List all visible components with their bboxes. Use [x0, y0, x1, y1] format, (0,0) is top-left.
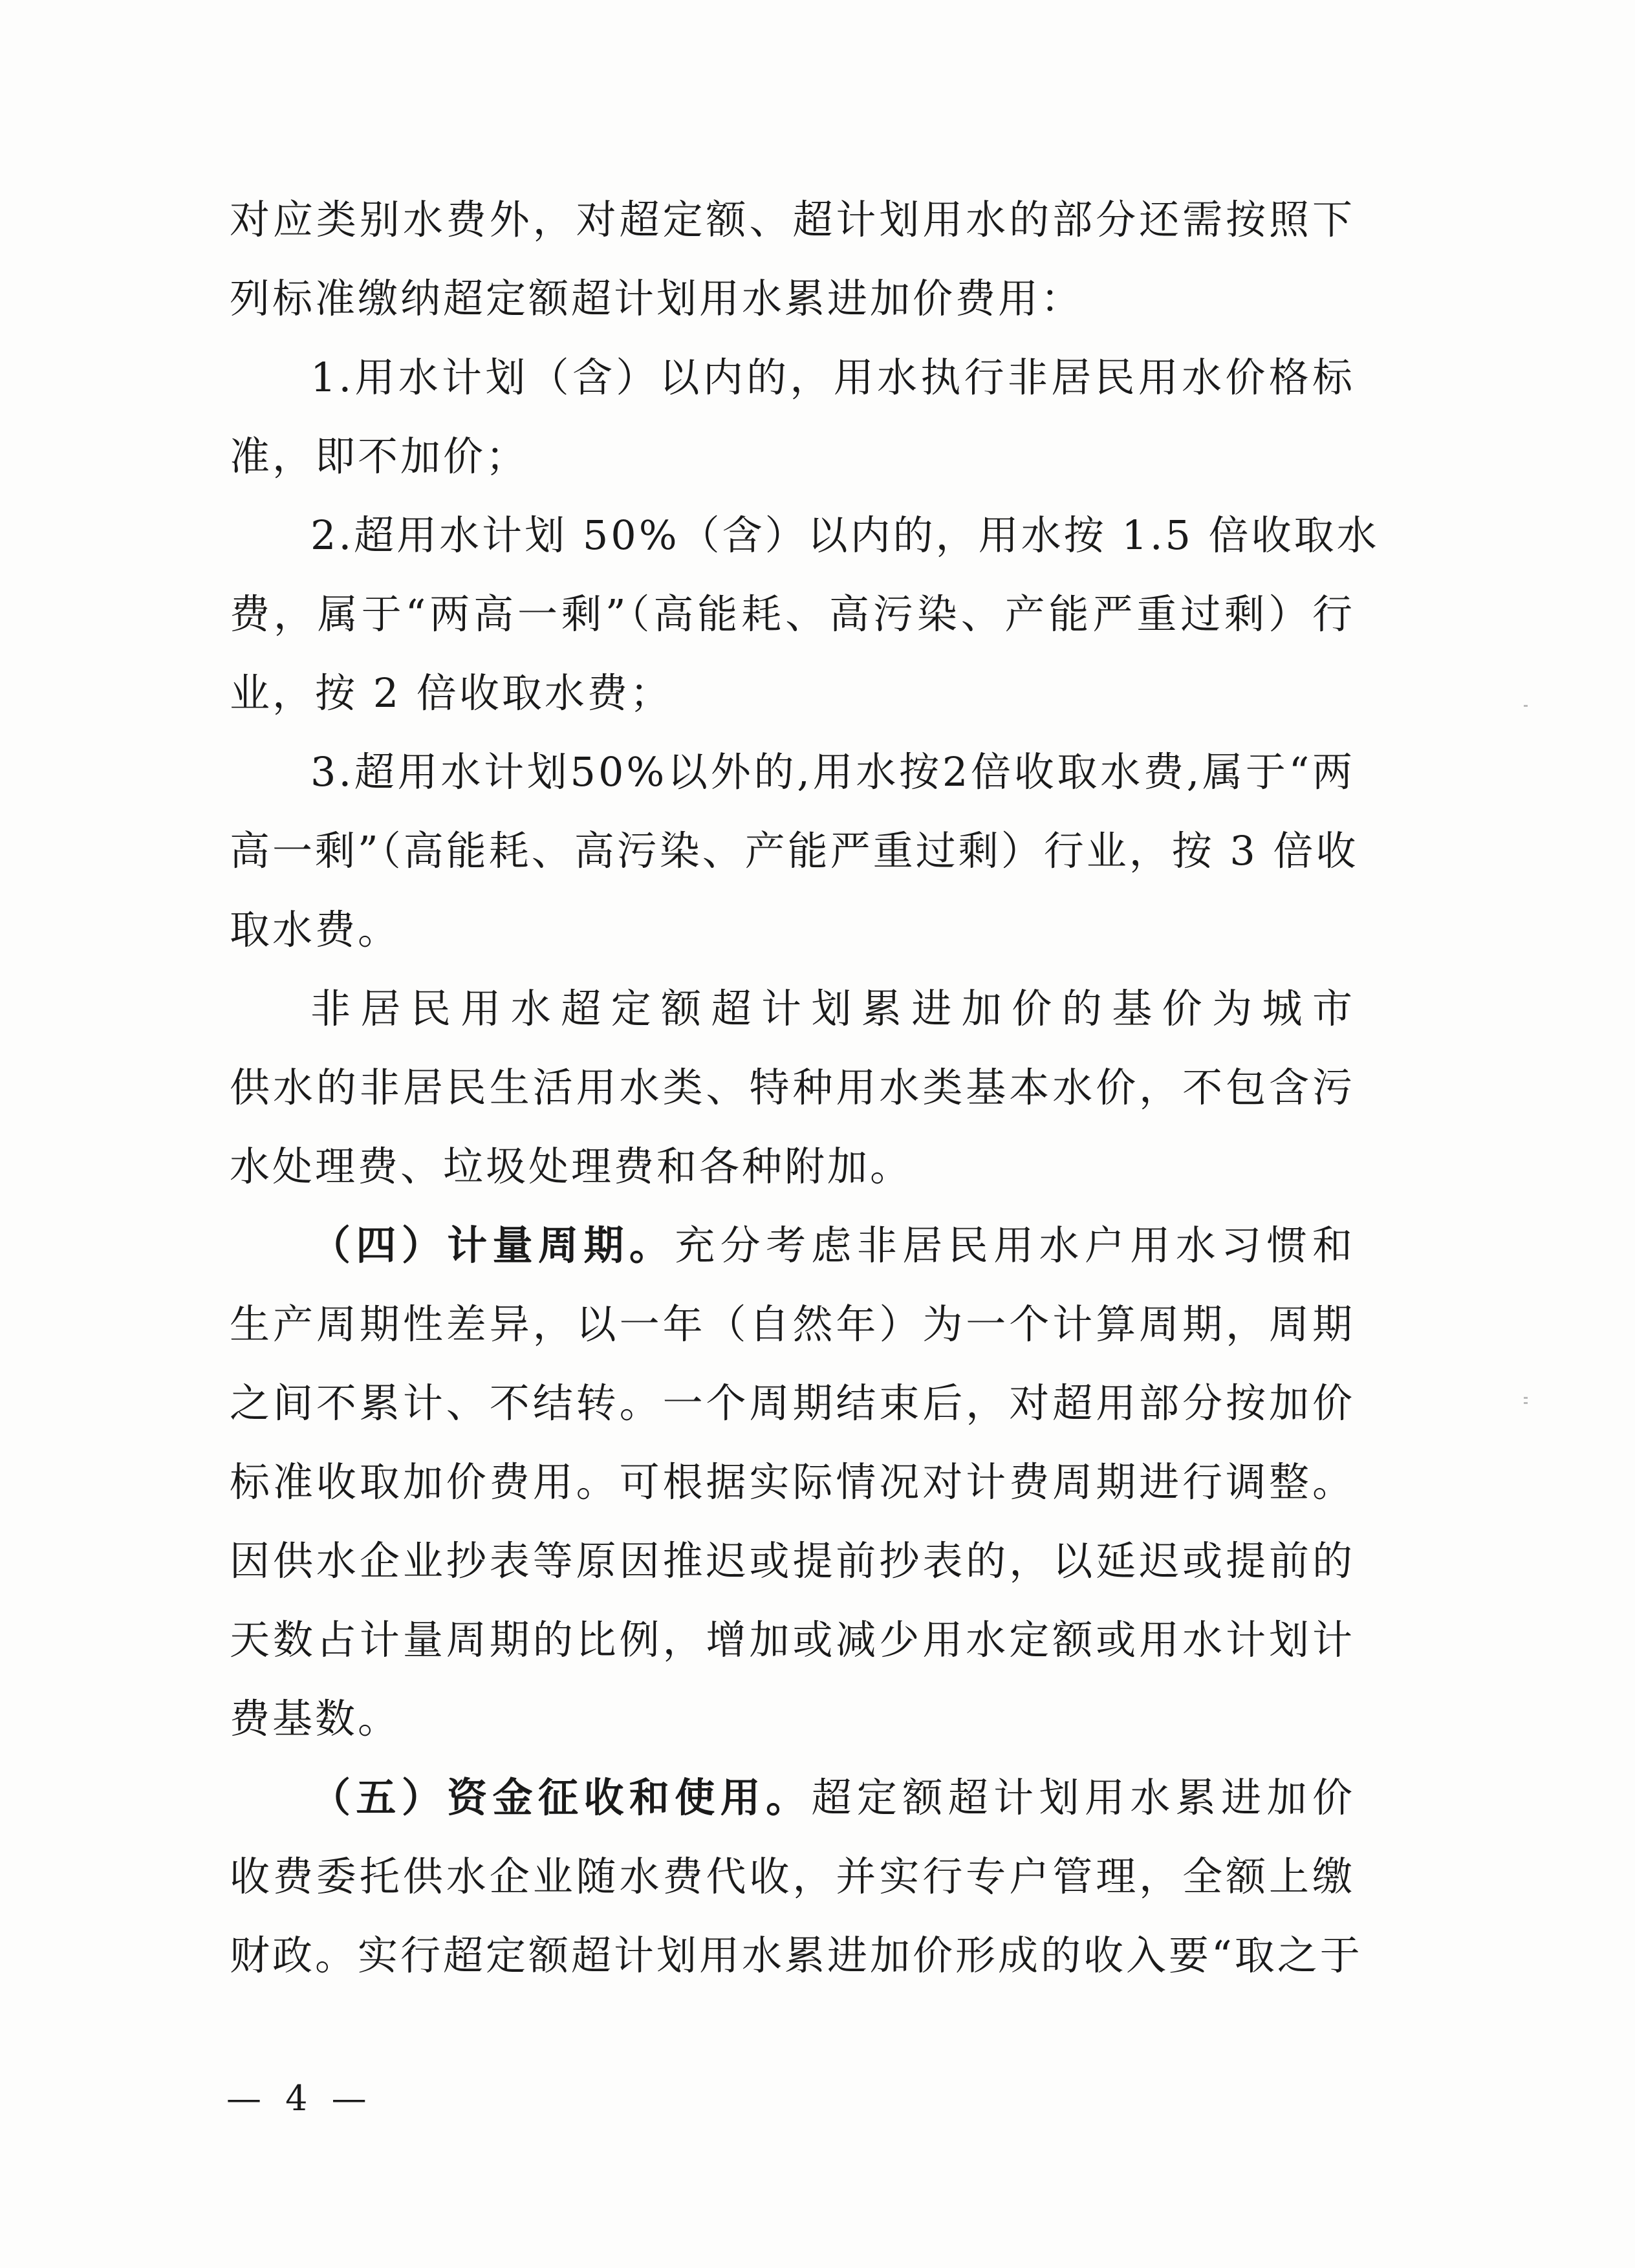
text-line: 2.超用水计划 50%（含）以内的，用水按 1.5 倍收取水 — [310, 512, 1380, 559]
section-heading: （五）资金征收和使用。 — [310, 1774, 812, 1821]
text-line: 费基数。 — [230, 1695, 401, 1742]
page-number: — 4 — — [226, 2078, 373, 2119]
scan-mark — [1524, 1402, 1528, 1404]
text-line: 高一剩”（高能耗、高污染、产能严重过剩）行业，按 3 倍收 — [230, 827, 1359, 874]
scan-mark — [1524, 1397, 1528, 1399]
text-line: 水处理费、垃圾处理费和各种附加。 — [230, 1143, 913, 1190]
section-heading: （四）计量周期。 — [310, 1222, 675, 1269]
text-line: 财政。实行超定额超计划用水累进加价形成的收入要“取之于 — [230, 1932, 1363, 1979]
text-line: 列标准缴纳超定额超计划用水累进加价费用： — [230, 275, 1084, 322]
text-line: 对应类别水费外，对超定额、超计划用水的部分还需按照下 — [230, 196, 1355, 243]
text-line: 供水的非居民生活用水类、特种用水类基本水价，不包含污 — [230, 1064, 1355, 1111]
section-heading-line: （四）计量周期。充分考虑非居民用水户用水习惯和 — [310, 1222, 1355, 1269]
text-line: 准，即不加价； — [230, 433, 529, 480]
text-line: 天数占计量周期的比例，增加或减少用水定额或用水计划计 — [230, 1616, 1355, 1663]
text-line: 因供水企业抄表等原因推迟或提前抄表的，以延迟或提前的 — [230, 1537, 1355, 1584]
text-line: 1.用水计划（含）以内的，用水执行非居民用水价格标 — [310, 354, 1355, 401]
text-line: 标准收取加价费用。可根据实际情况对计费周期进行调整。 — [230, 1458, 1355, 1506]
text-line: 费，属于“两高一剩”（高能耗、高污染、产能严重过剩）行 — [230, 590, 1355, 638]
text-line: 收费委托供水企业随水费代收，并实行专户管理，全额上缴 — [230, 1853, 1355, 1900]
scan-mark — [1524, 705, 1528, 707]
text-line: 取水费。 — [230, 906, 401, 953]
text-line: 之间不累计、不结转。一个周期结束后，对超用部分按加价 — [230, 1379, 1355, 1427]
text-line: 非居民用水超定额超计划累进加价的基价为城市 — [310, 985, 1355, 1032]
text-line: 生产周期性差异，以一年（自然年）为一个计算周期，周期 — [230, 1301, 1355, 1348]
text-line: 3.超用水计划50%以外的,用水按2倍收取水费,属于“两 — [310, 748, 1355, 795]
section-heading-line: （五）资金征收和使用。超定额超计划用水累进加价 — [310, 1774, 1355, 1821]
text-line: 业，按 2 倍收取水费； — [230, 669, 673, 717]
